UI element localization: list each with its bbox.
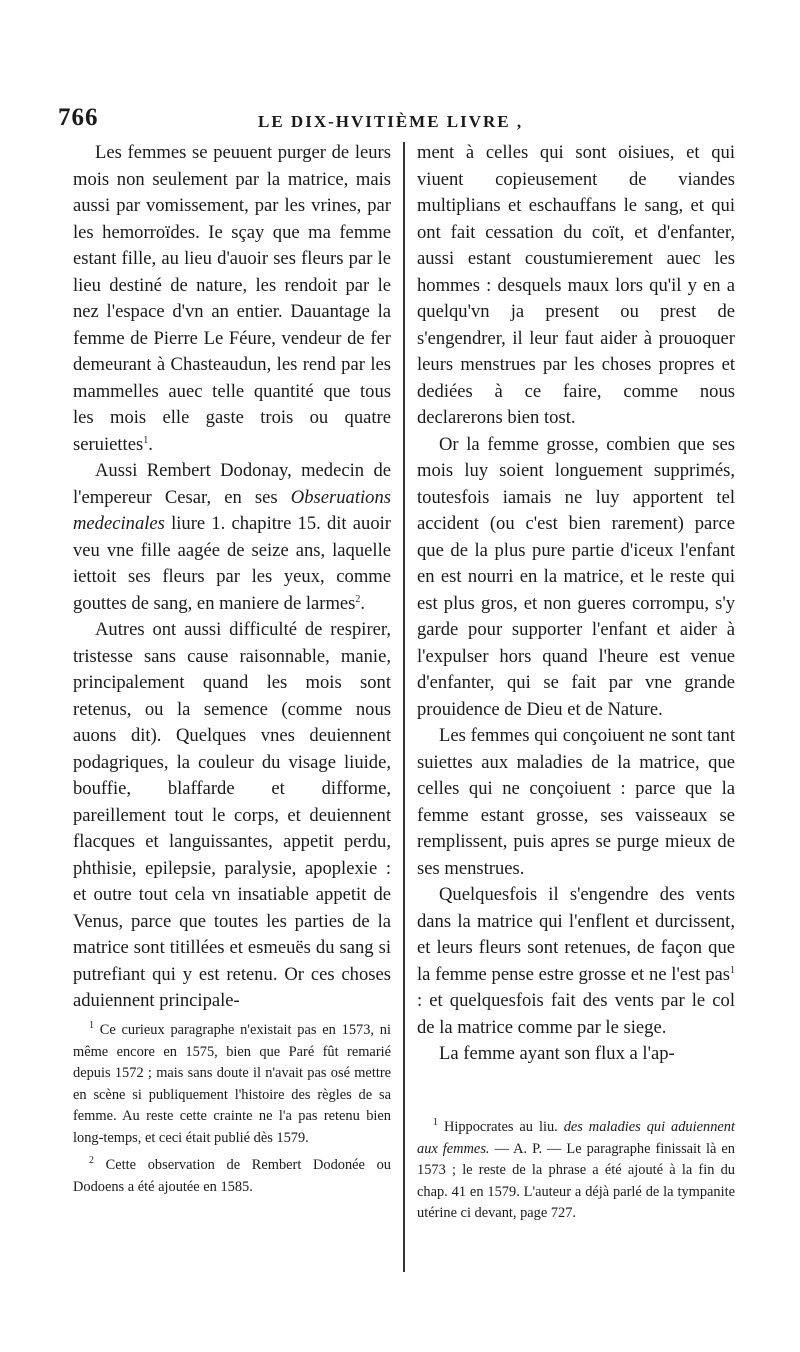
paragraph: Aussi Rembert Dodonay, medecin de l'empereur Cesar, en ses Obseruations medecinales liure 1. chapitre 15. dit auoir veu vne fille aagée de seize ans, laquelle iettoit ses fleurs par les yeux, comme gouttes de sang, en maniere de larmes$^2$. (73, 460, 391, 614)
running-head: LE DIX-HVITIÈME LIVRE , (258, 112, 524, 131)
left-column (73, 140, 391, 1015)
footnote (73, 1155, 391, 1198)
footnote-ref: 1 (143, 434, 149, 446)
footnote-mark: 1 (433, 1117, 438, 1129)
right-column (417, 140, 735, 1068)
footnote-mark: 1 (89, 1020, 94, 1032)
paragraph-text: Les femmes se peuuent purger de leurs mois non seulement par la matrice, mais aussi par vomissement, par les vrines, par les hemorroïdes. Ie sçay que ma femme estant fille, au lieu d'auoir ses fleurs par le lieu destiné de nature, les rendoit par le nez l'espace d'vn an entier. Dauantage la femme de Pierre Le Féure, vendeur de fer demeurant à Chasteaudun, les rend par les mammelles auec telle quantité que tous les mois elle gaste trois ou quatre seruiettes (73, 142, 391, 455)
italic-title: Obseruations medecinales (73, 486, 391, 534)
paragraph-text: : et quelquesfois fait des vents par le col de la matrice comme par le siege. (417, 990, 735, 1038)
footnote-mark: 2 (89, 1155, 94, 1167)
paragraph: La femme ayant son flux a l'ap- (439, 1043, 675, 1064)
paragraph: Les femmes se peuuent purger de leurs mois non seulement par la matrice, mais aussi par vomissement, par les vrines, par les hemorroïdes. Ie sçay que ma femme estant fille, au lieu d'auoir ses fleurs par le lieu destiné de nature, les rendoit par le nez l'espace d'vn an entier. Dauantage la femme de Pierre Le Féure, vendeur de fer demeurant à Chasteaudun, les rend par les mammelles auec telle quantité que tous les mois elle gaste trois ou quatre seruiettes$^1$. (73, 142, 391, 455)
paragraph-text: liure 1. chapitre 15. dit auoir veu vne fille aagée de seize ans, laquelle iettoit ses fleurs par les yeux, comme gouttes de sang, en maniere de larmes (73, 513, 391, 614)
footnote-text: Hippocrates au liu. (443, 1119, 564, 1135)
footnote (417, 1117, 735, 1225)
footnotes-left (73, 1020, 391, 1204)
paragraph: Or la femme grosse, combien que ses mois luy soient longuement supprimés, toutesfois iamais ne luy apportent tel accident (ou c'est bien rarement) parce que de la plus pure partie d'iceux l'enfant en est nourri en la matrice, et le reste qui est plus gros, et non gueres corrompu, s'y garde pour supporter l'enfant et aider à l'expulser hors quand l'heure est venue d'enfanter, qui se fait par vne grande prouidence de Dieu et de Nature. (417, 433, 735, 720)
paragraph: Autres ont aussi difficulté de respirer, tristesse sans cause raisonnable, manie, principalement quand les mois sont retenus, ou la semence (comme nous auons dit). Quelques vnes deuiennent podagriques, la couleur du visage liuide, bouffie, blaffarde et difforme, pareillement tout le corps, et deuiennent flacques et languissantes, appetit perdu, phthisie, epilepsie, paralysie, apoplexie : et outre tout cela vn insatiable appetit de Venus, parce que toutes les parties de la matrice sont titillées et esmeuës du sang si putrefiant qui y est retenu. Or ces choses aduiennent principale- (73, 619, 391, 1011)
footnotes-right (417, 1117, 735, 1231)
paragraph (417, 882, 735, 1041)
page-number: 766 (58, 104, 99, 131)
paragraph-text: Aussi Rembert Dodonay, medecin de l'empereur Cesar, en ses (73, 460, 391, 508)
paragraph: ment à celles qui sont oisiues, et qui viuent copieusement de viandes multiplians et eschauffans le sang, et qui ont fait cessation du coït, et d'enfanter, aussi estant coustumierement auec les hommes : desquels maux lors qu'il y en a quelqu'vn ja present ou prest de s'engendrer, il leur faut aider à prouoquer leurs menstrues par les choses propres et dediées à ce faire, comme nous declarerons bien tost. (417, 142, 735, 428)
footnote (73, 1020, 391, 1149)
column-divider (403, 142, 405, 1272)
paragraph: Les femmes qui conçoiuent ne sont tant suiettes aux maladies de la matrice, que celles qui ne conçoiuent : parce que la femme estant grosse, ses vaisseaux se remplissent, puis apres se purge mieux de ses menstrues. (417, 725, 735, 879)
footnote-ref: 1 (730, 964, 735, 976)
footnote-text: — A. P. — Le paragraphe finissait là en 1573 ; le reste de la phrase a été ajouté à la fin du chap. 41 en 1579. L'auteur a déjà parlé de la tympanite utérine ci devant, page 727. (417, 1140, 735, 1221)
italic-title: des maladies qui aduiennent aux femmes. (417, 1119, 735, 1157)
paragraph-text: Quelquesfois il s'engendre des vents dans la matrice qui l'enflent et durcissent, et leurs fleurs sont retenues, de façon que la femme pense estre grosse et ne l'est pas (417, 884, 735, 985)
footnote-text: Ce curieux paragraphe n'existait pas en 1573, ni même encore en 1575, bien que Paré fût remarié depuis 1572 ; mais sans doute il n'avait pas osé mettre en scène si publiquement l'histoire des règles de sa femme. Au reste cette crainte ne l'a pas retenu bien long-temps, et ceci était publié dès 1579. (73, 1022, 391, 1146)
footnote-text: Cette observation de Rembert Dodonée ou Dodoens a été ajoutée en 1585. (73, 1157, 391, 1195)
footnote-ref: 2 (355, 593, 361, 605)
